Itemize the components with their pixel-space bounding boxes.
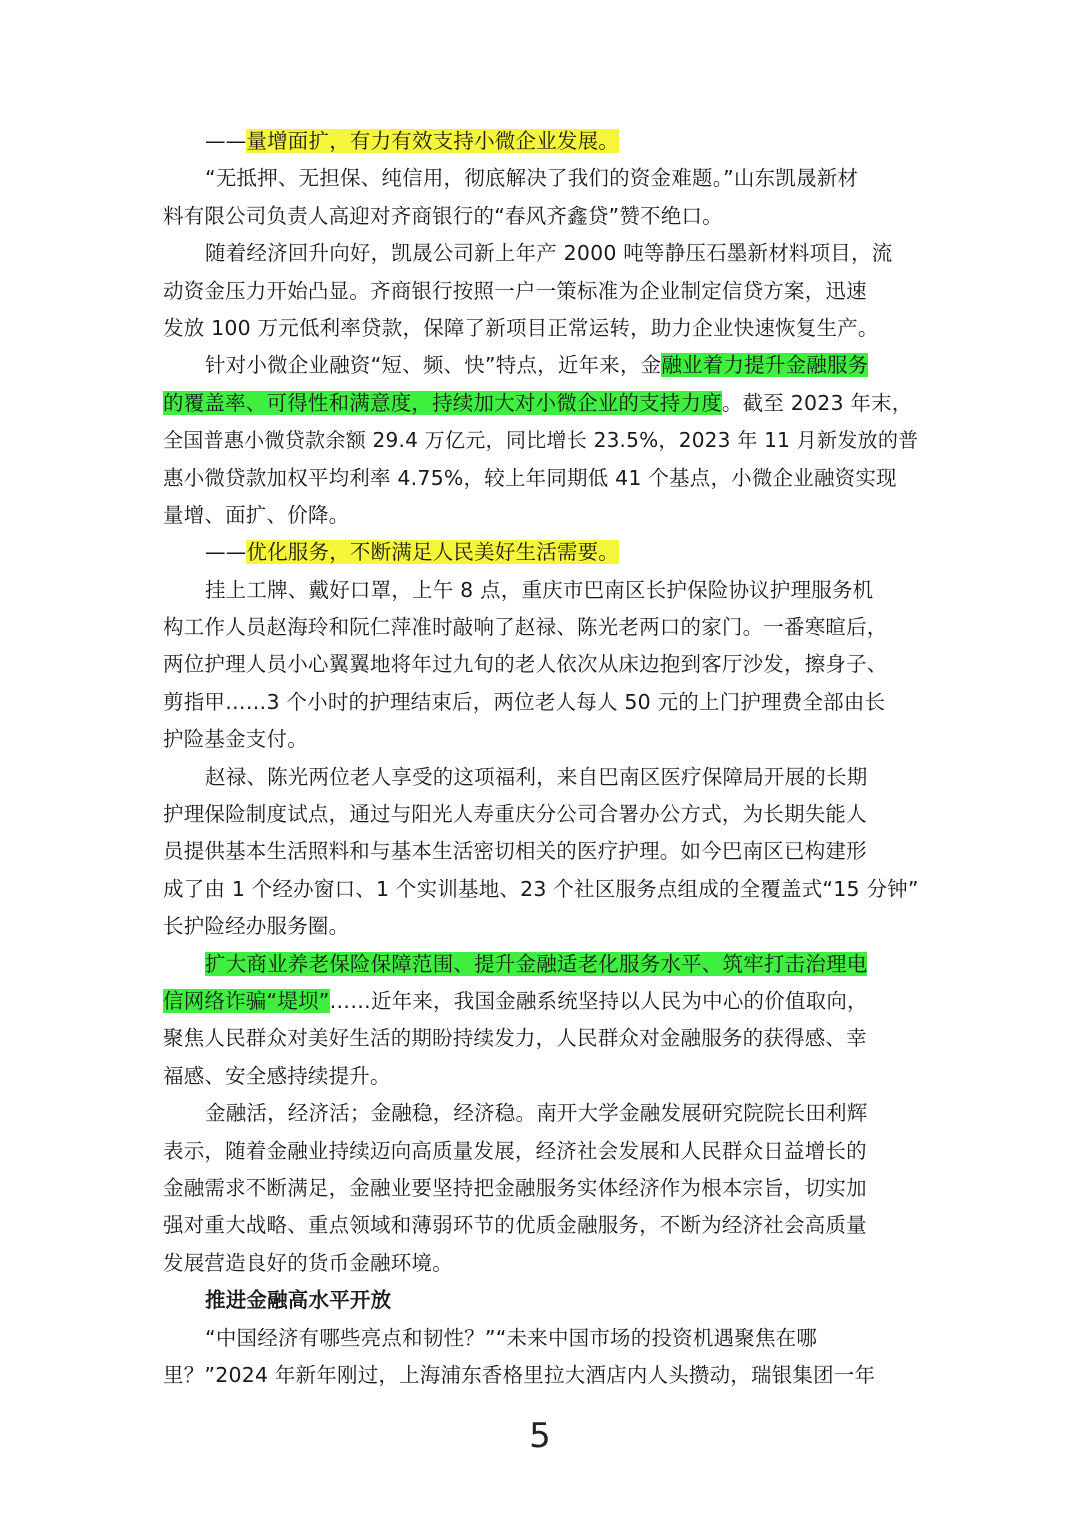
text-segment: 剪指甲……3 个小时的护理结束后，两位老人每人 50 元的上门护理费全部由长	[163, 689, 886, 714]
text-segment: 金融活，经济活；金融稳，经济稳。南开大学金融发展研究院院长田利辉	[205, 1101, 868, 1126]
text-segment: ——	[205, 129, 247, 153]
section-heading-text: 推进金融高水平开放	[205, 1288, 392, 1313]
paragraph-line	[163, 235, 923, 272]
paragraph-line	[163, 871, 923, 908]
paragraph-line	[163, 198, 923, 235]
section-heading	[163, 1282, 923, 1319]
paragraph-line	[163, 796, 923, 833]
text-segment: 动资金压力开始凸显。齐商银行按照一户一策标准为企业制定信贷方案，迅速	[163, 278, 867, 303]
text-segment: “无抵押、无担保、纯信用，彻底解决了我们的资金难题。”山东凯晟新材	[205, 166, 859, 191]
text-segment: 两位护理人员小心翼翼地将年过九旬的老人依次从床边抱到客厅沙发，擦身子、	[163, 652, 888, 677]
text-segment: 发展营造良好的货币金融环境。	[163, 1250, 453, 1275]
paragraph-line	[163, 1058, 923, 1095]
paragraph-line	[163, 646, 923, 683]
paragraph-line	[163, 609, 923, 646]
text-segment: 挂上工牌、戴好口罩，上午 8 点，重庆市巴南区长护保险协议护理服务机	[205, 577, 874, 602]
text-segment: 针对小微企业融资“短、频、快”特点，近年来，金	[205, 353, 662, 378]
highlighted-subheading: 优化服务，不断满足人民美好生活需要。	[246, 540, 620, 565]
paragraph-line	[163, 946, 923, 983]
paragraph-line	[163, 908, 923, 945]
text-segment: 料有限公司负责人高迎对齐商银行的“春风齐鑫贷”赞不绝口。	[163, 203, 723, 228]
paragraph-line	[163, 347, 923, 384]
text-segment: 表示，随着金融业持续迈向高质量发展，经济社会发展和人民群众日益增长的	[163, 1138, 867, 1163]
text-segment: “中国经济有哪些亮点和韧性？”“未来中国市场的投资机遇聚焦在哪	[205, 1325, 818, 1350]
paragraph-line	[163, 385, 923, 422]
paragraph-line	[163, 759, 923, 796]
highlighted-subheading: 量增面扩，有力有效支持小微企业发展。	[246, 129, 620, 153]
article-body	[163, 123, 923, 1394]
paragraph-line	[163, 422, 923, 459]
text-segment: 量增、面扩、价降。	[163, 502, 350, 527]
text-segment: 强对重大战略、重点领域和薄弱环节的优质金融服务，不断为经济社会高质量	[163, 1213, 867, 1238]
text-segment: 里？”2024 年新年刚过，上海浦东香格里拉大酒店内人头攒动，瑞银集团一年	[163, 1362, 876, 1387]
paragraph-line	[163, 497, 923, 534]
paragraph-line	[163, 1320, 923, 1357]
paragraph-line	[163, 572, 923, 609]
highlighted-text: 的覆盖率、可得性和满意度，持续加大对小微企业的支持力度	[163, 390, 722, 415]
paragraph-line	[163, 721, 923, 758]
text-segment: 聚焦人民群众对美好生活的期盼持续发力，人民群众对金融服务的获得感、幸	[163, 1026, 867, 1051]
text-segment: 长护险经办服务圈。	[163, 914, 350, 939]
text-segment: 赵禄、陈光两位老人享受的这项福利，来自巴南区医疗保障局开展的长期	[205, 764, 868, 789]
paragraph-line	[163, 684, 923, 721]
text-segment: 惠小微贷款加权平均利率 4.75%，较上年同期低 41 个基点，小微企业融资实现	[163, 465, 897, 490]
text-segment: 成了由 1 个经办窗口、1 个实训基地、23 个社区服务点组成的全覆盖式“15 分钟”	[163, 876, 919, 901]
highlighted-text: 扩大商业养老保险保障范围、提升金融适老化服务水平、筑牢打击治理电	[205, 951, 868, 976]
paragraph-line	[163, 310, 923, 347]
paragraph-line	[163, 460, 923, 497]
text-segment: 全国普惠小微贷款余额 29.4 万亿元，同比增长 23.5%，2023 年 11 月新发放的普	[163, 428, 919, 453]
text-segment: 福感、安全感持续提升。	[163, 1063, 391, 1088]
paragraph-line	[163, 273, 923, 310]
page-number: 5	[529, 1416, 551, 1456]
paragraph-line	[163, 1133, 923, 1170]
text-segment: 随着经济回升向好，凯晟公司新上年产 2000 吨等静压石墨新材料项目，流	[205, 241, 893, 266]
paragraph-line	[163, 1095, 923, 1132]
paragraph-line	[163, 1357, 923, 1394]
paragraph-line	[163, 160, 923, 197]
text-segment: ——	[205, 540, 247, 565]
text-segment: 构工作人员赵海玲和阮仁萍准时敲响了赵禄、陈光老两口的家门。一番寒暄后，	[163, 615, 888, 640]
paragraph-line	[163, 1245, 923, 1282]
text-segment: ……近年来，我国金融系统坚持以人民为中心的价值取向，	[329, 988, 868, 1013]
text-segment: 发放 100 万元低利率贷款，保障了新项目正常运转，助力企业快速恢复生产。	[163, 315, 879, 340]
highlighted-text: 信网络诈骗“堤坝”	[163, 988, 330, 1013]
paragraph-line	[163, 1170, 923, 1207]
highlighted-text: 融业着力提升金融服务	[661, 353, 869, 378]
paragraph-line	[163, 1207, 923, 1244]
paragraph-line	[163, 983, 923, 1020]
paragraph-line	[163, 534, 923, 571]
text-segment: 。截至 2023 年末，	[721, 390, 913, 415]
paragraph-line	[163, 1020, 923, 1057]
paragraph-line	[163, 123, 923, 160]
text-segment: 护理保险制度试点，通过与阳光人寿重庆分公司合署办公方式，为长期失能人	[163, 802, 867, 827]
text-segment: 护险基金支付。	[163, 727, 308, 752]
text-segment: 员提供基本生活照料和与基本生活密切相关的医疗护理。如今巴南区已构建形	[163, 839, 867, 864]
text-segment: 金融需求不断满足，金融业要坚持把金融服务实体经济作为根本宗旨，切实加	[163, 1175, 867, 1200]
paragraph-line	[163, 833, 923, 870]
